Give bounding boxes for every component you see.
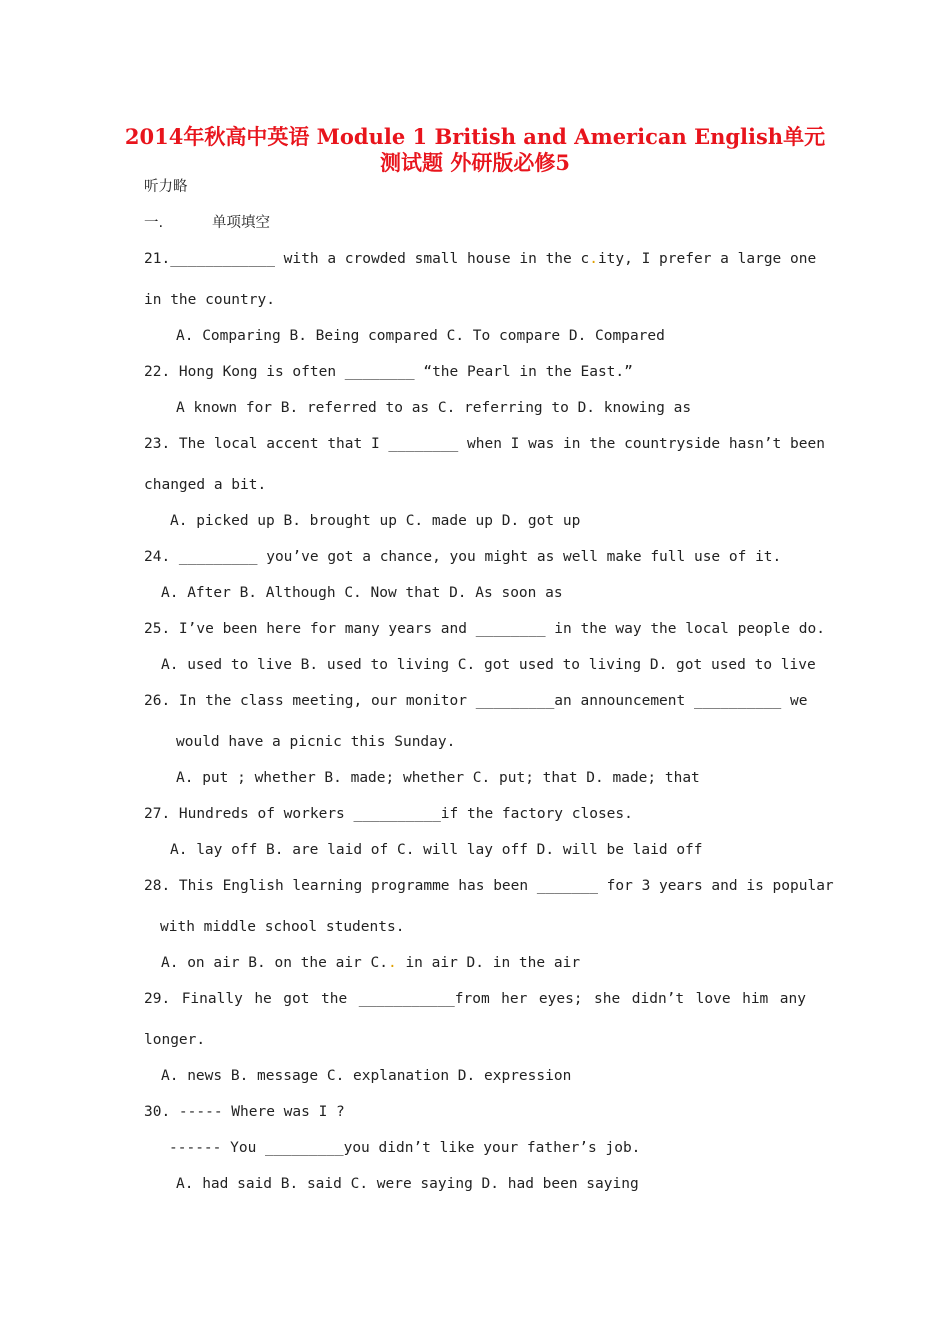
document-title-line-1: 2014年秋高中英语 Module 1 British and American English单元	[124, 124, 826, 149]
question-27-stem: 27. Hundreds of workers __________if the factory closes.	[144, 806, 633, 822]
question-28-stem-line-2: with middle school students.	[160, 919, 405, 935]
document-title-line-2: 测试题 外研版必修5	[380, 150, 570, 175]
question-23-options: A. picked up B. brought up C. made up D. got up	[170, 513, 581, 529]
question-22-options: A known for B. referred to as C. referring to D. knowing as	[176, 400, 692, 416]
question-28-stem: 28. This English learning programme has been _______ for 3 years and is popular	[144, 878, 834, 894]
question-30-stem: 30. ----- Where was I ?	[144, 1104, 345, 1120]
question-28-options-part-b: in air D. in the air	[396, 955, 581, 971]
stray-dot-mark: .	[589, 251, 598, 267]
question-21-stem-part-a: 21.____________ with a crowded small house in the c	[144, 251, 590, 267]
stray-dot-mark-2: .	[387, 955, 397, 971]
question-21-stem-line-2: in the country.	[144, 292, 275, 308]
question-21-stem-part-b: ity, I prefer a large one	[597, 251, 817, 267]
question-21-stem	[144, 249, 817, 269]
question-23-stem-line-2: changed a bit.	[144, 477, 267, 493]
question-30-stem-line-2: ------ You _________you didn’t like your father’s job.	[169, 1140, 641, 1156]
listening-note: 听力略	[144, 179, 188, 195]
question-21-options: A. Comparing B. Being compared C. To compare D. Compared	[176, 328, 665, 344]
question-26-stem-line-2: would have a picnic this Sunday.	[176, 734, 456, 750]
section-heading: 单项填空	[212, 215, 270, 231]
question-23-stem: 23. The local accent that I ________ when I was in the countryside hasn’t been	[144, 436, 825, 452]
question-29-stem-line-2: longer.	[144, 1032, 206, 1048]
question-26-options: A. put ; whether B. made; whether C. put; that D. made; that	[176, 770, 700, 786]
question-24-stem: 24. _________ you’ve got a chance, you might as well make full use of it.	[144, 549, 782, 565]
question-29-stem: 29. Finally he got the ___________from her eyes; she didn’t love him any	[144, 991, 806, 1007]
question-24-options: A. After B. Although C. Now that D. As soon as	[161, 585, 563, 601]
section-number: 一.	[144, 215, 164, 231]
question-22-stem: 22. Hong Kong is often ________ “the Pearl in the East.”	[144, 364, 633, 380]
question-28-options-part-a: A. on air B. on the air C.	[161, 955, 388, 971]
question-26-stem: 26. In the class meeting, our monitor _________an announcement __________ we	[144, 693, 808, 709]
question-25-options: A. used to live B. used to living C. got used to living D. got used to live	[161, 657, 816, 673]
question-30-options: A. had said B. said C. were saying D. had been saying	[176, 1176, 639, 1192]
question-25-stem: 25. I’ve been here for many years and ________ in the way the local people do.	[144, 621, 825, 637]
question-28-options	[161, 953, 580, 973]
question-27-options: A. lay off B. are laid of C. will lay off D. will be laid off	[170, 842, 703, 858]
question-29-options: A. news B. message C. explanation D. expression	[161, 1068, 572, 1084]
